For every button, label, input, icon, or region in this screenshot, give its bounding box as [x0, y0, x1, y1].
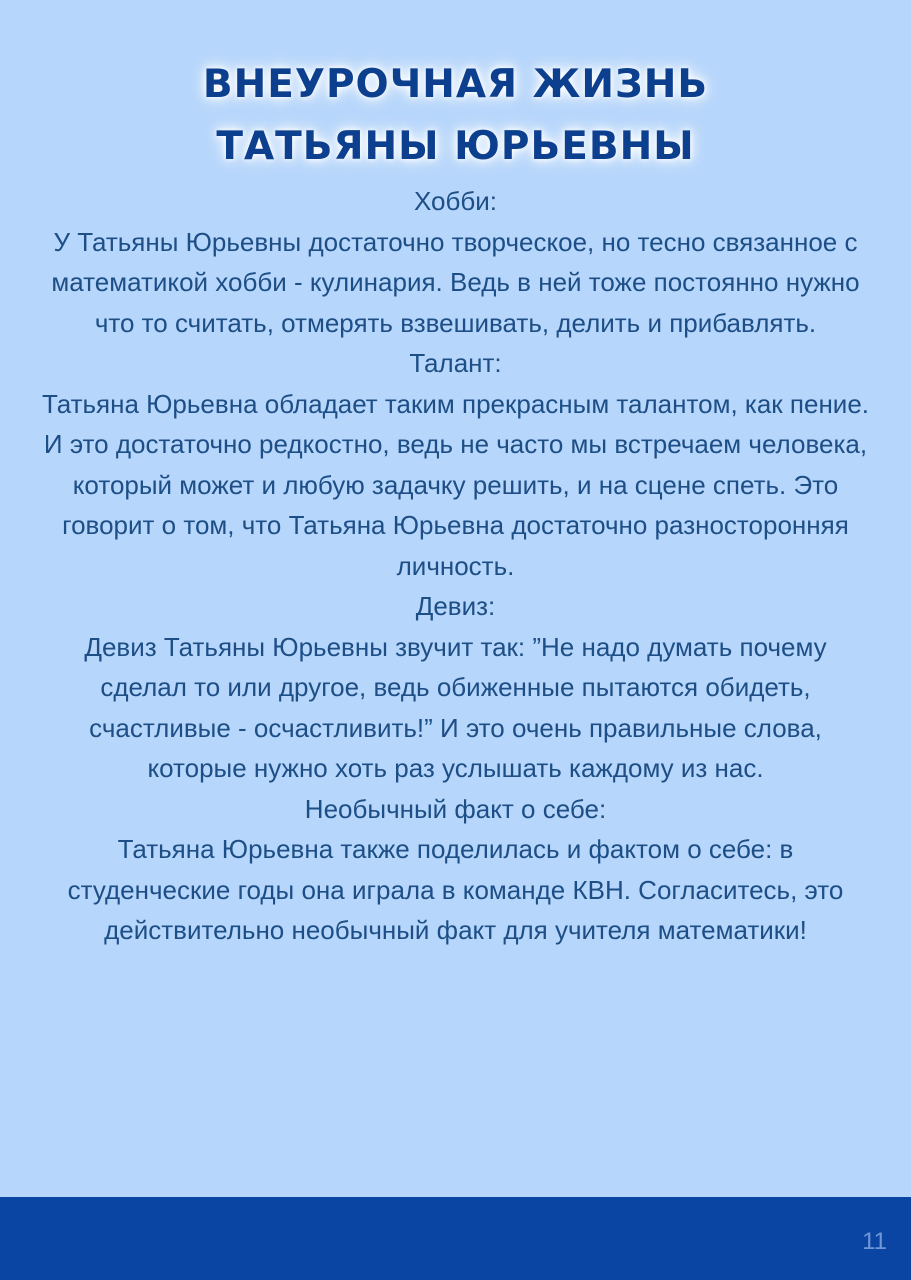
- talent-heading: Талант:: [409, 348, 502, 378]
- hobby-heading: Хобби:: [413, 186, 498, 216]
- fact-heading: Необычный факт о себе:: [304, 793, 607, 824]
- title-line-1: ВНЕУРОЧНАЯ ЖИЗНЬ: [202, 62, 709, 107]
- page-title: [0, 54, 911, 178]
- hobby-text: У Татьяны Юрьевны достаточно творческое, но тесно связанное с математикой хобби - кулинария. Ведь в ней тоже постоянно нужно что то считать, отмерять взвешивать, делить и прибавлять.: [51, 226, 860, 338]
- footer-bar: [0, 1197, 911, 1280]
- title-line-2: ТАТЬЯНЫ ЮРЬЕВНЫ: [216, 124, 695, 169]
- motto-heading: Девиз:: [415, 591, 496, 621]
- article-body: [40, 181, 871, 951]
- fact-text: Татьяна Юрьевна также поделилась и фактом о себе: в студенческие годы она играла в команде КВН. Согласитесь, это действительно необычный факт для учителя математики!: [67, 834, 844, 945]
- talent-text: Татьяна Юрьевна обладает таким прекрасным талантом, как пение. И это достаточно редкостно, ведь не часто мы встречаем человека, который может и любую задачку решить, и на сцене спеть. Это говорит о том, что Татьяна Юрьевна достаточно разносторонняя личность.: [41, 388, 870, 581]
- page-number: 11: [862, 1228, 887, 1255]
- motto-text: Девиз Татьяны Юрьевны звучит так: ”Не надо думать почему сделал то или другое, ведь обиженные пытаются обидеть, счастливые - осчастливить!” И это очень правильные слова, которые нужно хоть раз услышать каждому из нас.: [84, 631, 827, 783]
